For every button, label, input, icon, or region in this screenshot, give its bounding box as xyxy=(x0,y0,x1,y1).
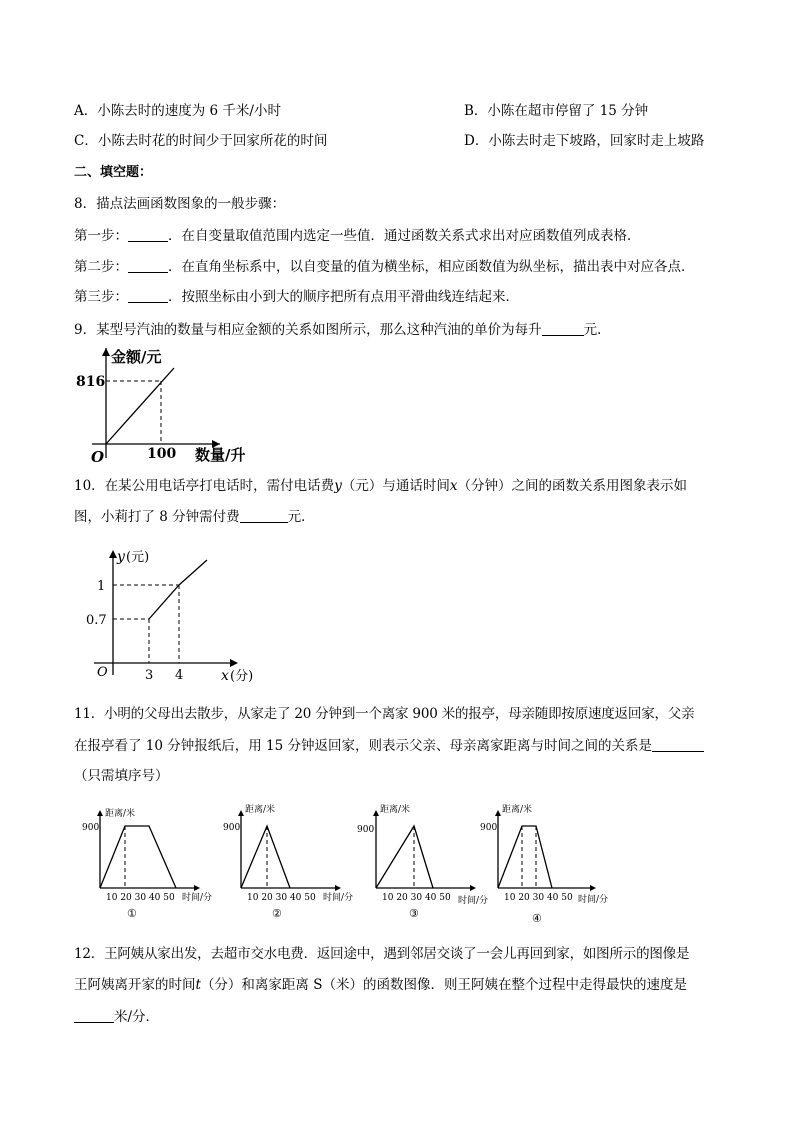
graph-ylabel: 距离/米 xyxy=(105,809,136,819)
q8-step-2-prefix: 第二步： xyxy=(74,259,128,275)
q11-line-1: 11．小明的父母出去散步，从家走了 20 分钟到一个离家 900 米的报亭，母亲随即按原速度返回家，父亲 xyxy=(74,706,695,722)
q10-xtick-1: 3 xyxy=(145,668,154,683)
q12-line-1: 12．王阿姨从家出发，去超市交水电费．返回途中，遇到邻居交谈了一会儿再回到家，如图所示的图像是 xyxy=(74,946,690,962)
q9-ytick: 816 xyxy=(76,374,106,390)
q10-origin: O xyxy=(97,665,108,680)
q10-var-y: y xyxy=(334,478,342,494)
q12-text-a: 王阿姨离开家的时间 xyxy=(74,977,196,993)
graph-xlabel: 时间/分 xyxy=(323,893,354,903)
graph-index: ③ xyxy=(409,907,419,920)
q8-step-3-text: ．按照坐标由小到大的顺序把所有点用平滑曲线连结起来． xyxy=(168,289,519,305)
q8-step-1-text: ．在自变量取值范围内选定一些值．通过函数关系式求出对应函数值列成表格． xyxy=(168,228,641,244)
arrow-icon xyxy=(495,810,501,816)
q10-xlabel-unit: (分) xyxy=(230,669,254,684)
graph-ytick: 900 xyxy=(480,823,498,833)
distance-line xyxy=(376,826,433,888)
q10-ylabel-var: y xyxy=(117,549,125,565)
q10-var-x: x xyxy=(449,478,458,494)
q10-xlabel-var: x xyxy=(221,668,229,684)
q8-step-2-text: ．在直角坐标系中，以自变量的值为横坐标，相应函数值为纵坐标，描出表中对应各点． xyxy=(168,259,695,275)
distance-line xyxy=(241,826,290,888)
arrow-icon xyxy=(238,810,244,816)
q8-step-1-prefix: 第一步： xyxy=(74,228,128,244)
q11-line-3: （只需填序号） xyxy=(74,768,169,784)
arrow-icon xyxy=(590,885,596,891)
graph-xlabel: 时间/分 xyxy=(578,895,609,905)
q9-xlabel: 数量/升 xyxy=(195,446,246,464)
distance-line xyxy=(100,826,176,888)
q11-graph-3 xyxy=(357,803,488,920)
q7-option-d: D．小陈去时走下坡路，回家时走上坡路 xyxy=(464,133,705,149)
q9-origin: O xyxy=(91,448,105,466)
q11-graph-1 xyxy=(82,807,212,920)
q8-step-3-prefix: 第三步： xyxy=(74,289,128,305)
distance-line xyxy=(498,826,552,888)
q7-option-c: C．小陈去时花的时间少于回家所花的时间 xyxy=(74,133,328,149)
q10-ylabel-unit: (元) xyxy=(126,550,150,565)
q7-option-b: B．小陈在超市停留了 15 分钟 xyxy=(464,103,649,119)
graph-index: ② xyxy=(272,907,282,920)
arrow-icon xyxy=(97,810,103,816)
arrow-icon xyxy=(470,885,476,891)
graph-index: ① xyxy=(127,907,137,920)
arrow-icon xyxy=(335,885,341,891)
graph-xticks: 10 20 30 40 50 xyxy=(247,893,316,903)
graph-xlabel: 时间/分 xyxy=(182,893,213,903)
graph-ytick: 900 xyxy=(223,823,241,833)
graph-ylabel: 距离/米 xyxy=(502,805,533,815)
q12-unit: 米/分． xyxy=(114,1009,160,1025)
q9-stem-unit: 元． xyxy=(583,322,611,338)
q10-text-e: 元． xyxy=(287,509,315,525)
graph-ylabel: 距离/米 xyxy=(380,805,411,815)
q11-graph-4 xyxy=(480,803,608,925)
q10-ytick-2: 0.7 xyxy=(86,613,107,628)
q10-text-a: 10．在某公用电话亭打电话时，需付电话费 xyxy=(74,478,335,494)
q12-line-2 xyxy=(74,975,687,995)
q8-stem: 8．描点法画函数图象的一般步骤： xyxy=(74,196,286,212)
arrow-icon xyxy=(194,885,200,891)
q10-xtick-2: 4 xyxy=(175,668,184,683)
q7-option-a: A．小陈去时的速度为 6 千米/小时 xyxy=(74,103,281,119)
q9-ylabel: 金额/元 xyxy=(111,348,162,366)
section-heading: 二、填空题： xyxy=(74,165,153,180)
graph-ytick: 900 xyxy=(82,823,100,833)
graph-index: ④ xyxy=(532,912,542,925)
graph-ytick: 900 xyxy=(357,825,375,835)
graph-ylabel: 距离/米 xyxy=(245,805,276,815)
graph-xticks: 10 20 30 40 50 xyxy=(106,893,175,903)
q10-text-b: （元）与通话时间 xyxy=(341,478,450,494)
graph-xticks: 10 20 30 40 50 xyxy=(382,893,451,903)
answer-blank[interactable] xyxy=(74,1008,114,1023)
graph-xticks: 10 20 30 40 50 xyxy=(504,893,573,903)
q9-stem-text: 9．某型号汽油的数量与相应金额的关系如图所示，那么这种汽油的单价为每升 xyxy=(74,322,542,338)
q12-text-b: （分）和离家距离 S（米）的函数图像．则王阿姨在整个过程中走得最快的速度是 xyxy=(200,977,687,993)
q9-xtick: 100 xyxy=(147,446,177,462)
arrow-icon xyxy=(373,810,379,816)
q12-var-t: t xyxy=(195,977,201,993)
q10-text-c: （分钟）之间的函数关系用图象表示如 xyxy=(457,478,687,494)
graph-xlabel: 时间/分 xyxy=(458,896,489,906)
q12-line-3 xyxy=(74,1007,159,1027)
q11-graph-2 xyxy=(223,803,353,920)
q11-line-2-text: 在报亭看了 10 分钟报纸后，用 15 分钟返回家，则表示父亲、母亲离家距离与时间之间的关系是 xyxy=(74,738,653,754)
q10-text-d: 图，小莉打了 8 分钟需付费 xyxy=(74,509,240,525)
q10-ytick-1: 1 xyxy=(97,579,106,594)
